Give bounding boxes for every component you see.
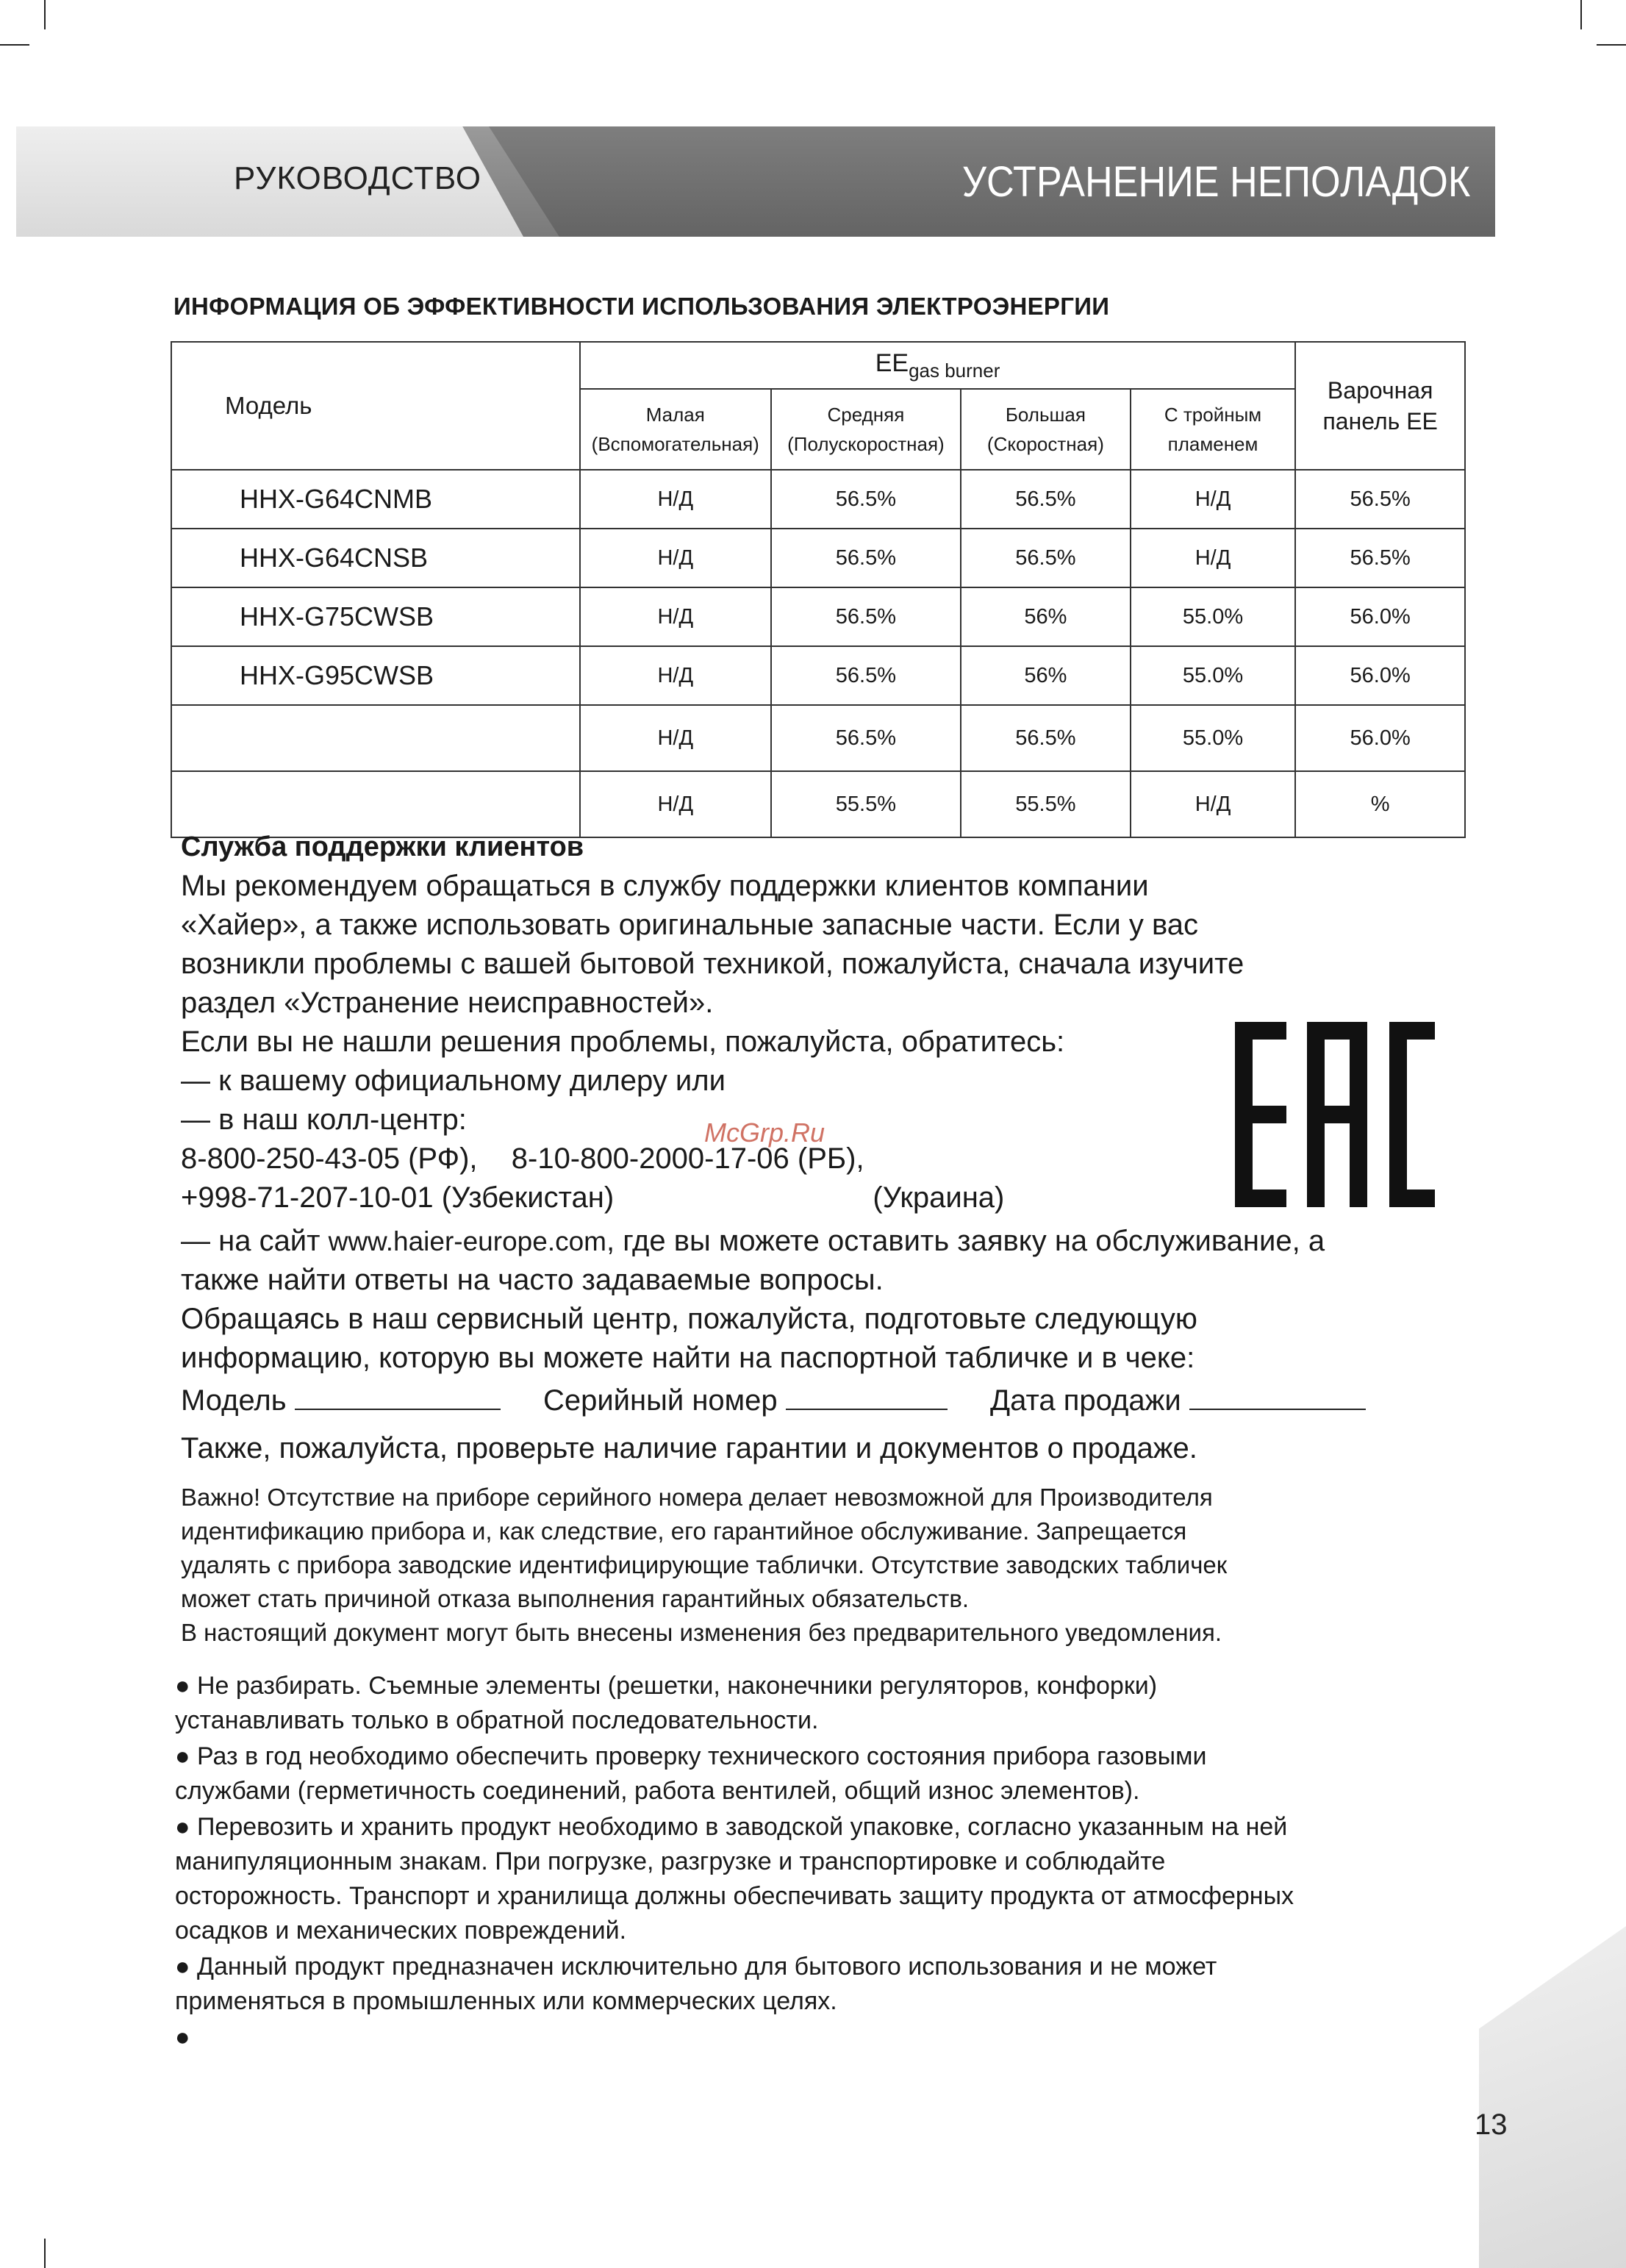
- bullet-item: ● Раз в год необходимо обеспечить проверку технического состояния прибора газовыми службами (герметичность соединений, работа вентилей, общий износ элементов).: [175, 1742, 1207, 1805]
- value-cell: 56.5%: [771, 587, 961, 646]
- burner-header-small: Малая (Вспомогательная): [580, 389, 771, 470]
- phone-ua: (Украина): [873, 1181, 1005, 1214]
- value-cell: 56.5%: [961, 529, 1131, 587]
- phone-uz: +998-71-207-10-01 (Узбекистан): [181, 1181, 615, 1214]
- eac-mark-icon: [1235, 1022, 1435, 1207]
- value-cell: 56.5%: [771, 529, 961, 587]
- field-date-label: Дата продажи: [990, 1384, 1181, 1417]
- site-suffix: , где вы можете оставить заявку на обслуживание, а: [606, 1225, 1325, 1257]
- bullet-item: ● Данный продукт предназначен исключительно для бытового использования и не может применяться в промышленных или коммерческих целях.: [175, 1953, 1217, 2015]
- value-cell: Н/Д: [580, 705, 771, 771]
- model-header: Модель: [171, 342, 580, 470]
- support-line: возникли проблемы с вашей бытовой техникой, пожалуйста, сначала изучите: [181, 948, 1244, 980]
- value-cell: Н/Д: [580, 646, 771, 705]
- hob-ee-header: [1295, 342, 1465, 470]
- value-cell: 55.5%: [771, 771, 961, 837]
- support-line: Мы рекомендуем обращаться в службу поддержки клиентов компании: [181, 870, 1149, 902]
- bullet-item: ● Перевозить и хранить продукт необходимо в заводской упаковке, согласно указанным на ней манипуляционным знакам. При погрузке, разгрузке и транспортировке и соблюдайте осторожность. Транспорт и хранилища должны обеспечивать защиту продукта от атмосферных осадков и механических повреждений.: [175, 1813, 1294, 1945]
- site-link[interactable]: www.haier-europe.com: [328, 1226, 606, 1256]
- support-line: — к вашему официальному дилеру или: [181, 1065, 726, 1097]
- value-cell: 56%: [961, 646, 1131, 705]
- value-cell: Н/Д: [580, 587, 771, 646]
- model-cell: HHX-G95CWSB: [171, 646, 580, 705]
- table-header-row: [171, 342, 1465, 389]
- value-cell: 56.5%: [771, 470, 961, 529]
- hob-header-line: панель EE: [1322, 408, 1438, 434]
- crop-mark: [44, 2239, 46, 2268]
- value-cell: Н/Д: [1131, 771, 1296, 837]
- warranty-line: Также, пожалуйста, проверьте наличие гарантии и документов о продаже.: [181, 1432, 1197, 1464]
- value-cell: 56.5%: [1295, 470, 1465, 529]
- ee-gas-burner-header: [580, 342, 1296, 389]
- support-line: «Хайер», а также использовать оригинальные запасные части. Если у вас: [181, 909, 1199, 941]
- header-manual-label: РУКОВОДСТВО: [234, 160, 481, 196]
- value-cell: 56.5%: [961, 705, 1131, 771]
- field-date-blank: [1189, 1378, 1366, 1410]
- ee-header-sub: gas burner: [909, 359, 1000, 382]
- fields-line: [181, 1378, 1475, 1420]
- watermark: McGrp.Ru: [704, 1117, 825, 1148]
- field-model-label: Модель: [181, 1384, 287, 1417]
- burner-header-large: Большая (Скоростная): [961, 389, 1131, 470]
- efficiency-table: [171, 341, 1466, 838]
- hob-header-line: Варочная: [1327, 377, 1433, 404]
- value-cell: 56.0%: [1295, 646, 1465, 705]
- model-cell: HHX-G64CNMB: [171, 470, 580, 529]
- model-cell: [171, 705, 580, 771]
- page-corner: [1479, 1926, 1626, 2268]
- value-cell: 56.5%: [961, 470, 1131, 529]
- header-section-title: УСТРАНЕНИЕ НЕПОЛАДОК: [961, 158, 1470, 206]
- site-prefix: — на сайт: [181, 1225, 320, 1257]
- burner-header-medium: Средняя (Полускоростная): [771, 389, 961, 470]
- value-cell: 55.0%: [1131, 587, 1296, 646]
- phone-ru: 8-800-250-43-05 (РФ),: [181, 1142, 478, 1175]
- support-line: также найти ответы на часто задаваемые вопросы.: [181, 1264, 884, 1296]
- crop-mark: [0, 44, 29, 46]
- value-cell: Н/Д: [1131, 529, 1296, 587]
- value-cell: Н/Д: [580, 771, 771, 837]
- important-line: В настоящий документ могут быть внесены изменения без предварительного уведомления.: [181, 1619, 1222, 1646]
- value-cell: 56.0%: [1295, 587, 1465, 646]
- value-cell: 56%: [961, 587, 1131, 646]
- important-line: идентификацию прибора и, как следствие, его гарантийное обслуживание. Запрещается: [181, 1517, 1187, 1545]
- value-cell: 56.5%: [771, 646, 961, 705]
- value-cell: 56.5%: [1295, 529, 1465, 587]
- support-line: Если вы не нашли решения проблемы, пожалуйста, обратитесь:: [181, 1026, 1065, 1058]
- crop-mark: [1580, 0, 1582, 29]
- important-line: удалять с прибора заводские идентифицирующие таблички. Отсутствие заводских табличек: [181, 1551, 1228, 1578]
- important-notice: [181, 1481, 1489, 1650]
- crop-mark: [1597, 44, 1626, 46]
- table-row: [171, 587, 1465, 646]
- table-row: [171, 646, 1465, 705]
- value-cell: Н/Д: [580, 470, 771, 529]
- phone-by: 8-10-800-2000-17-06 (РБ),: [511, 1142, 864, 1175]
- support-line: Обращаясь в наш сервисный центр, пожалуйста, подготовьте следующую: [181, 1303, 1197, 1335]
- value-cell: 56.0%: [1295, 705, 1465, 771]
- field-serial-label: Серийный номер: [542, 1384, 778, 1417]
- support-line: — в наш колл-центр:: [181, 1103, 467, 1136]
- burner-header-triple: С тройным пламенем: [1131, 389, 1296, 470]
- table-row: [171, 705, 1465, 771]
- value-cell: 56.5%: [771, 705, 961, 771]
- support-line: раздел «Устранение неисправностей».: [181, 987, 714, 1019]
- field-model-blank: [295, 1378, 501, 1410]
- important-line: Важно! Отсутствие на приборе серийного номера делает невозможной для Производителя: [181, 1484, 1213, 1511]
- value-cell: Н/Д: [1131, 470, 1296, 529]
- model-cell: HHX-G64CNSB: [171, 529, 580, 587]
- table-row: [171, 470, 1465, 529]
- value-cell: 55.5%: [961, 771, 1131, 837]
- value-cell: %: [1295, 771, 1465, 837]
- field-serial-blank: [786, 1378, 948, 1410]
- section-title: ИНФОРМАЦИЯ ОБ ЭФФЕКТИВНОСТИ ИСПОЛЬЗОВАНИЯ ЭЛЕКТРОЭНЕРГИИ: [173, 293, 1110, 320]
- bullet-item: ●: [175, 2023, 190, 2051]
- model-cell: HHX-G75CWSB: [171, 587, 580, 646]
- support-title: Служба поддержки клиентов: [181, 831, 584, 862]
- value-cell: 55.0%: [1131, 646, 1296, 705]
- table-row: [171, 529, 1465, 587]
- value-cell: 55.0%: [1131, 705, 1296, 771]
- site-line: [181, 1222, 1475, 1261]
- value-cell: Н/Д: [580, 529, 771, 587]
- safety-bullets: [175, 1669, 1498, 2055]
- support-line: информацию, которую вы можете найти на паспортной табличке и в чеке:: [181, 1342, 1195, 1374]
- important-line: может стать причиной отказа выполнения гарантийных обязательств.: [181, 1585, 970, 1612]
- crop-mark: [44, 0, 46, 29]
- bullet-item: ● Не разбирать. Съемные элементы (решетки, наконечники регуляторов, конфорки) устанавливать только в обратной последовательности.: [175, 1672, 1158, 1734]
- page-number: 13: [1475, 2108, 1508, 2141]
- ee-header-main: EE: [875, 348, 909, 377]
